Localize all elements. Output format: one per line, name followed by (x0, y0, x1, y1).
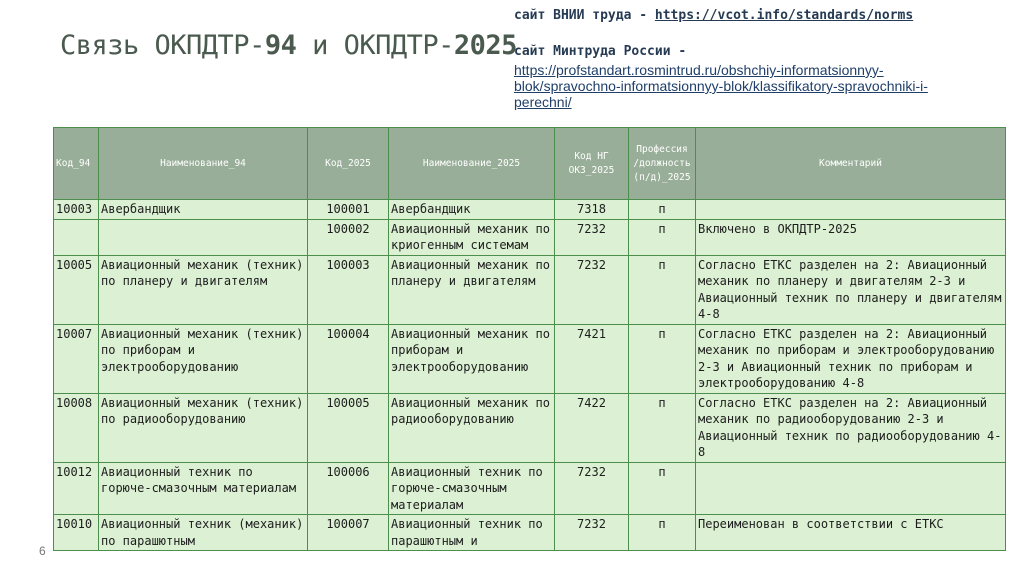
header-comment: Комментарий (696, 128, 1006, 200)
cell-code94: 10003 (54, 200, 99, 220)
cell-code94: 10005 (54, 255, 99, 324)
cell-name2025: Авиационный механик по радиооборудованию (389, 393, 555, 462)
page-number: 6 (39, 544, 46, 558)
cell-name2025: Авиационный механик по планеру и двигателям (389, 255, 555, 324)
cell-code2025: 100006 (308, 462, 389, 515)
header-code94: Код_94 (54, 128, 99, 200)
cell-comment: Переименован в соответствии с ЕТКС (696, 515, 1006, 551)
cell-okz: 7421 (555, 324, 629, 393)
table-row (54, 219, 1006, 255)
cell-name2025: Авиационный механик по приборам и электрооборудованию (389, 324, 555, 393)
cell-code2025: 100002 (308, 219, 389, 255)
header-name94: Наименование_94 (99, 128, 308, 200)
cell-okz: 7232 (555, 255, 629, 324)
cell-comment: Согласно ЕТКС разделен на 2: Авиационный механик по приборам и электрооборудованию 2-3 и Авиационный техник по приборам и электрооборудованию 4-8 (696, 324, 1006, 393)
mintrud-link[interactable]: https://profstandart.rosmintrud.ru/obshchiy-informatsionnyy-blok/spravochno-informatsionnyy-blok/klassifikatory-spravochniki-i-perechni/ (514, 62, 928, 110)
cell-comment: Включено в ОКПДТР-2025 (696, 219, 1006, 255)
cell-name2025: Авиационный техник по горюче-смазочным материалам (389, 462, 555, 515)
cell-code94: 10008 (54, 393, 99, 462)
cell-name94: Авиационный механик (техник) по радиооборудованию (99, 393, 308, 462)
cell-name94: Авербандщик (99, 200, 308, 220)
cell-name94: Авиационный механик (техник) по приборам и электрооборудованию (99, 324, 308, 393)
cell-name2025: Авиационный механик по криогенным системам (389, 219, 555, 255)
cell-code94 (54, 219, 99, 255)
okpdtr-mapping-table (53, 127, 1006, 551)
cell-name94: Авиационный техник (механик) по парашютным (99, 515, 308, 551)
cell-code2025: 100004 (308, 324, 389, 393)
cell-code2025: 100007 (308, 515, 389, 551)
cell-comment: Согласно ЕТКС разделен на 2: Авиационный механик по радиооборудованию 2-3 и Авиационный техник по радиооборудованию 4-8 (696, 393, 1006, 462)
table-row (54, 200, 1006, 220)
table-row (54, 515, 1006, 551)
table-row (54, 393, 1006, 462)
cell-code2025: 100003 (308, 255, 389, 324)
mintrud-link-label: сайт Минтруда России - (514, 44, 687, 59)
cell-code94: 10010 (54, 515, 99, 551)
vniitruda-link[interactable]: сайт ВНИИ труда - https://vcot.info/standards/norms (514, 8, 914, 23)
cell-name94: Авиационный механик (техник) по планеру и двигателям (99, 255, 308, 324)
cell-okz: 7422 (555, 393, 629, 462)
cell-code2025: 100005 (308, 393, 389, 462)
cell-pd: п (629, 219, 696, 255)
header-okz: Код НГ ОКЗ_2025 (555, 128, 629, 200)
cell-comment (696, 462, 1006, 515)
cell-okz: 7232 (555, 462, 629, 515)
header-code2025: Код_2025 (308, 128, 389, 200)
header-name2025: Наименование_2025 (389, 128, 555, 200)
cell-pd: п (629, 515, 696, 551)
cell-okz: 7318 (555, 200, 629, 220)
cell-code2025: 100001 (308, 200, 389, 220)
cell-okz: 7232 (555, 515, 629, 551)
page-title: Связь ОКПДТР-94 и ОКПДТР-2025 (60, 30, 517, 61)
table-header-row (54, 128, 1006, 200)
table-row (54, 462, 1006, 515)
cell-pd: п (629, 462, 696, 515)
cell-code94: 10007 (54, 324, 99, 393)
cell-name2025: Авербандщик (389, 200, 555, 220)
cell-pd: п (629, 255, 696, 324)
header-pd: Профессия /должность (п/д)_2025 (629, 128, 696, 200)
cell-pd: п (629, 200, 696, 220)
cell-name94: Авиационный техник по горюче-смазочным материалам (99, 462, 308, 515)
cell-okz: 7232 (555, 219, 629, 255)
cell-comment: Согласно ЕТКС разделен на 2: Авиационный механик по планеру и двигателям 2-3 и Авиационный техник по планеру и двигателям 4-8 (696, 255, 1006, 324)
cell-name94 (99, 219, 308, 255)
table-row (54, 255, 1006, 324)
cell-pd: п (629, 324, 696, 393)
cell-name2025: Авиационный техник по парашютным и (389, 515, 555, 551)
cell-code94: 10012 (54, 462, 99, 515)
table-row (54, 324, 1006, 393)
cell-pd: п (629, 393, 696, 462)
cell-comment (696, 200, 1006, 220)
